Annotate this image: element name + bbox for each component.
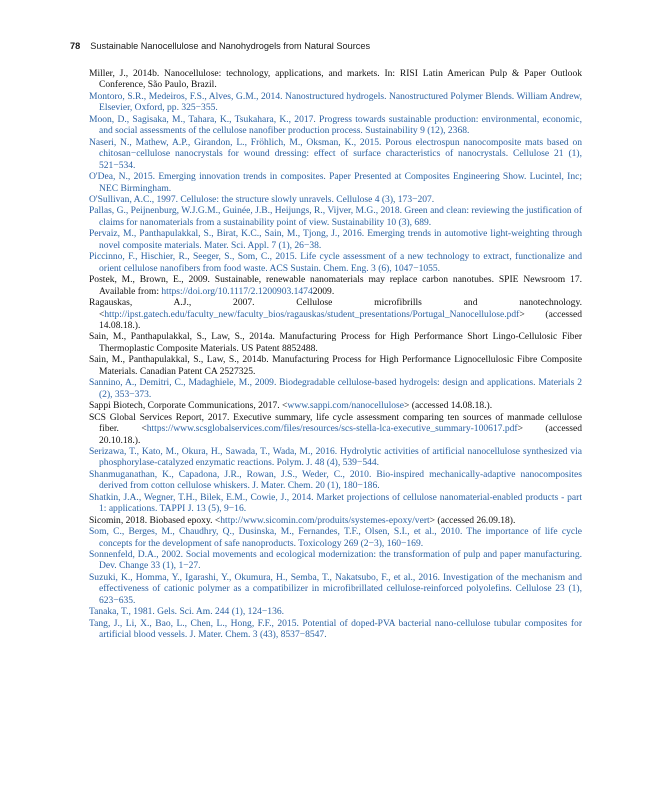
reference-entry-r5: [89, 171, 582, 194]
reference-entry-r9: [89, 251, 582, 274]
reference-text: SCS Global Services Report, 2017. Executive summary, life cycle assessment comparing ten sources of manmade cellulose fiber. <: [89, 411, 582, 435]
reference-link[interactable]: https://www.scsglobalservices.com/files/resources/scs-stella-lca-executive_summary-100617.pdf: [146, 423, 518, 435]
reference-text: > (accessed 26.09.18).: [429, 514, 516, 526]
reference-text: Sicomin, 2018. Biobased epoxy. <: [89, 514, 221, 526]
reference-text: Serizawa, T., Kato, M., Okura, H., Sawada, T., Wada, M., 2016. Hydrolytic activities of artificial nanocellulose synthesized via phosphorylase-catalyzed enzymatic reactions. Polym. J. 48 (4), 539−544.: [89, 445, 582, 469]
reference-text: Tang, J., Li, X., Bao, L., Chen, L., Hong, F.F., 2015. Potential of doped-PVA bacterial nano-cellulose tubular composites for artificial blood vessels. J. Mater. Chem. 3 (43), 8537−8547.: [89, 617, 582, 641]
reference-text: Sain, M., Panthapulakkal, S., Law, S., 2014a. Manufacturing Process for High Performance Short Lingo-Cellulosic Fiber Thermoplastic Composite Materials. US Patent 8852488.: [89, 331, 582, 354]
reference-entry-r24: [89, 606, 582, 617]
reference-entry-r13: [89, 354, 582, 377]
reference-link[interactable]: https://doi.org/10.1117/2.1200903.1474: [161, 285, 313, 297]
reference-text: O'Sullivan, A.C., 1997. Cellulose: the structure slowly unravels. Cellulose 4 (3), 173−207.: [89, 193, 435, 205]
reference-text: O'Dea, N., 2015. Emerging innovation trends in composites. Paper Presented at Composites Engineering Show. Lucintel, Inc; NEC Birmingham.: [89, 171, 582, 194]
reference-text: Postek, M., Brown, E., 2009. Sustainable, renewable nanomaterials may replace carbon nanotubes. SPIE Newsroom 17. Available from:: [89, 274, 582, 297]
reference-entry-r23: [89, 572, 582, 606]
reference-text: Piccinno, F., Hischier, R., Seeger, S., Som, C., 2015. Life cycle assessment of a new technology to extract, functionalize and orient cellulose nanofibers from food waste. ACS Sustain. Chem. Eng. 3 (6), 1047−1055.: [89, 251, 582, 274]
reference-text: > (accessed 20.10.18.).: [99, 423, 582, 446]
reference-entry-r14: [89, 377, 582, 400]
reference-text: Moon, D., Sagisaka, M., Tahara, K., Tsukahara, K., 2017. Progress towards sustainable production: environmental, economic, and social assessments of the cellulose nanofiber production process. Sustainability 9 (12), 2368.: [89, 113, 582, 137]
reference-entry-r4: [89, 137, 582, 171]
reference-text: Tanaka, T., 1981. Gels. Sci. Am. 244 (1), 124−136.: [89, 606, 285, 618]
reference-text: Suzuki, K., Homma, Y., Igarashi, Y., Okumura, H., Semba, T., Nakatsubo, F., et al., 2016. Investigation of the mechanism and effectiveness of cationic polymer as a compatibilizer in microfibrillated cellulose-reinforced polyolefins. Cellulose 23 (1), 623−635.: [89, 571, 582, 606]
reference-entry-r18: [89, 469, 582, 492]
reference-link[interactable]: http://www.sicomin.com/produits/systemes-epoxy/vert: [220, 514, 430, 526]
reference-entry-r17: [89, 446, 582, 469]
reference-text: Shanmuganathan, K., Capadona, J.R., Rowan, J.S., Weder, C., 2010. Bio-inspired mechanically-adaptive nanocomposites derived from cotton cellulose whiskers. J. Mater. Chem. 20 (1), 180−186.: [89, 468, 582, 492]
reference-entry-r12: [89, 331, 582, 354]
reference-text: Sonnenfeld, D.A., 2002. Social movements and ecological modernization: the transformation of pulp and paper manufacturing. Dev. Change 33 (1), 1−27.: [89, 549, 582, 572]
reference-text: Shatkin, J.A., Wegner, T.H., Bilek, E.M., Cowie, J., 2014. Market projections of cellulose nanomaterial-enabled products - part 1: applications. TAPPI J. 13 (5), 9−16.: [89, 491, 582, 515]
reference-entry-r11: [89, 297, 582, 331]
reference-text: Miller, J., 2014b. Nanocellulose: technology, applications, and markets. In: RISI Latin American Pulp & Paper Outlook Conference, São Paulo, Brazil.: [89, 68, 582, 91]
reference-entry-r7: [89, 205, 582, 228]
reference-text: Ragauskas, A.J., 2007. Cellulose microfibrills and nanotechnology. <: [89, 297, 582, 320]
reference-entry-r25: [89, 618, 582, 641]
reference-list: [89, 68, 582, 641]
reference-link[interactable]: www.sappi.com/nanocellulose: [287, 400, 404, 412]
reference-entry-r15: [89, 400, 582, 411]
running-header: [70, 41, 580, 55]
book-title: Sustainable Nanocellulose and Nanohydrogels from Natural Sources: [90, 41, 371, 51]
reference-text: > (accessed 14.08.18.).: [99, 308, 582, 331]
reference-text: Sain, M., Panthapulakkal, S., Law, S., 2014b. Manufacturing Process for High Performance Lignocellulosic Fibre Composite Materials. Canadian Patent CA 2527325.: [89, 354, 582, 377]
reference-text: Sappi Biotech, Corporate Communications, 2017. <: [89, 400, 288, 412]
reference-text: > (accessed 14.08.18.).: [404, 400, 493, 412]
reference-entry-r8: [89, 228, 582, 251]
reference-entry-r6: [89, 194, 582, 205]
reference-entry-r19: [89, 492, 582, 515]
reference-entry-r22: [89, 549, 582, 572]
reference-entry-r1: [89, 68, 582, 91]
page-number: 78: [70, 41, 81, 51]
reference-text: Pallas, G., Peijnenburg, W.J.G.M., Guinée, J.B., Heijungs, R., Vijver, M.G., 2018. Green and clean: reviewing the justification of claims for nanomaterials from a sustainability point of view. Sustainability 10 (3), 689.: [89, 205, 582, 228]
reference-entry-r20: [89, 515, 582, 526]
reference-entry-r2: [89, 91, 582, 114]
reference-entry-r10: [89, 274, 582, 297]
reference-text: Pervaiz, M., Panthapulakkal, S., Birat, K.C., Sain, M., Tjong, J., 2016. Emerging trends in automotive light-weighting through novel composite materials. Mater. Sci. Appl. 7 (1), 26−38.: [89, 228, 582, 251]
reference-text: 2009.: [312, 285, 335, 297]
reference-text: Naseri, N., Mathew, A.P., Girandon, L., Fröhlich, M., Oksman, K., 2015. Porous electrospun nanocomposite mats based on chitosan−cellulose nanocrystals for wound dressing: effect of surface characteristics of nanocrystals. Cellulose 21 (1), 521−534.: [89, 136, 582, 171]
reference-entry-r16: [89, 412, 582, 446]
reference-entry-r21: [89, 526, 582, 549]
reference-entry-r3: [89, 114, 582, 137]
reference-link[interactable]: http://ipst.gatech.edu/faculty_new/faculty_bios/ragauskas/student_presentations/Portugal_Nanocellulose.pdf: [104, 308, 520, 320]
reference-text: Som, C., Berges, M., Chaudhry, Q., Dusinska, M., Fernandes, T.F., Olsen, S.I., et al., 2010. The importance of life cycle concepts for the development of safe nanoproducts. Toxicology 269 (2−3), 160−169.: [89, 526, 582, 549]
reference-text: Sannino, A., Demitri, C., Madaghiele, M., 2009. Biodegradable cellulose-based hydrogels: design and applications. Materials 2 (2), 353−373.: [89, 377, 582, 400]
reference-text: Montoro, S.R., Medeiros, F.S., Alves, G.M., 2014. Nanostructured hydrogels. Nanostructured Polymer Blends. William Andrew, Elsevier, Oxford, pp. 325−355.: [89, 90, 582, 114]
